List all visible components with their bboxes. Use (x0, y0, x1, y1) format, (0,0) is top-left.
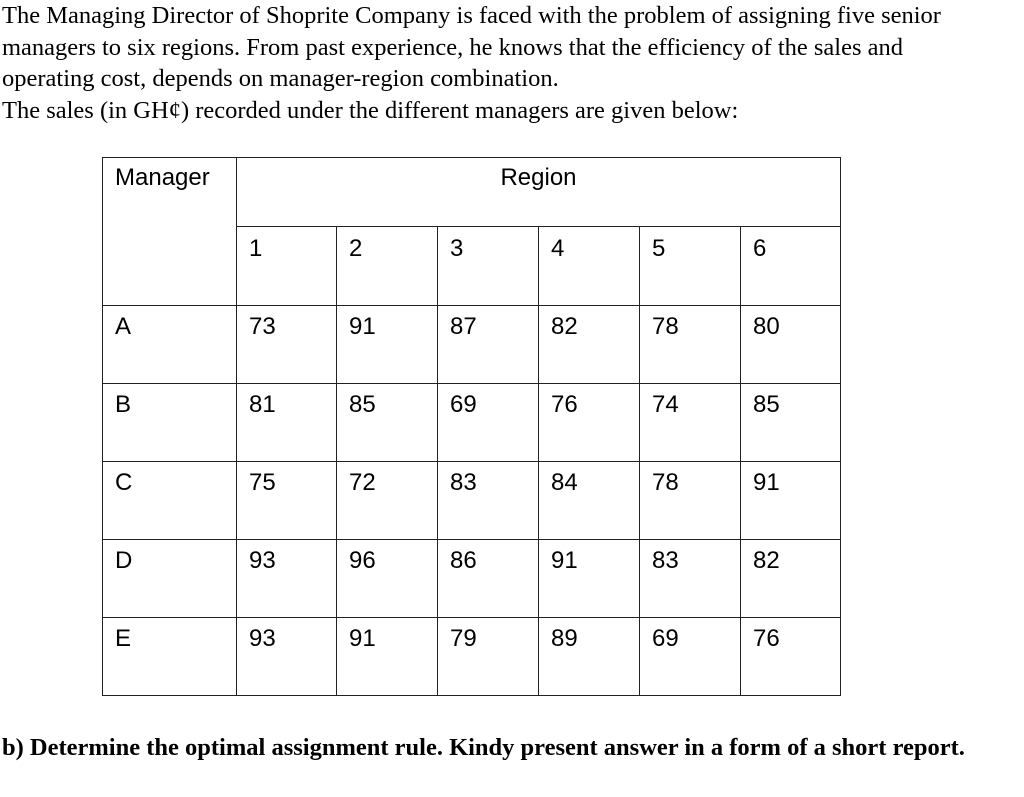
sales-cell: 79 (438, 618, 539, 696)
manager-label: D (103, 540, 237, 618)
region-number: 6 (741, 227, 841, 306)
sales-cell: 91 (337, 306, 438, 384)
intro-line: The Managing Director of Shoprite Company is faced with the problem of assigning five senior (2, 2, 941, 29)
sales-cell: 76 (741, 618, 841, 696)
sales-table (102, 157, 841, 696)
manager-label: C (103, 462, 237, 540)
sales-cell: 73 (237, 306, 337, 384)
region-number: 5 (640, 227, 741, 306)
sales-cell: 96 (337, 540, 438, 618)
table-header-row (103, 158, 841, 227)
region-number: 3 (438, 227, 539, 306)
table-row (103, 384, 841, 462)
sales-cell: 91 (337, 618, 438, 696)
sales-cell: 75 (237, 462, 337, 540)
table-row (103, 306, 841, 384)
sales-cell: 85 (337, 384, 438, 462)
sales-cell: 82 (539, 306, 640, 384)
manager-label: B (103, 384, 237, 462)
sales-cell: 80 (741, 306, 841, 384)
sales-cell: 78 (640, 306, 741, 384)
question-text: b) Determine the optimal assignment rule. Kindy present answer in a form of a short report. (2, 734, 965, 761)
sales-cell: 83 (640, 540, 741, 618)
sales-cell: 72 (337, 462, 438, 540)
sales-cell: 76 (539, 384, 640, 462)
intro-line: managers to six regions. From past experience, he knows that the efficiency of the sales and (2, 33, 904, 61)
sales-cell: 85 (741, 384, 841, 462)
sales-cell: 82 (741, 540, 841, 618)
manager-column-header: Manager (103, 158, 237, 227)
sales-cell: 78 (640, 462, 741, 540)
sales-cell: 69 (640, 618, 741, 696)
sales-cell: 93 (237, 618, 337, 696)
table-row (103, 618, 841, 696)
sales-cell: 84 (539, 462, 640, 540)
sales-cell: 69 (438, 384, 539, 462)
intro-line: operating cost, depends on manager-region combination. (2, 65, 559, 92)
table-row (103, 462, 841, 540)
sales-cell: 87 (438, 306, 539, 384)
region-number: 4 (539, 227, 640, 306)
region-column-header: Region (237, 158, 841, 227)
region-number: 2 (337, 227, 438, 306)
sales-cell: 89 (539, 618, 640, 696)
manager-label: A (103, 306, 237, 384)
table-row (103, 540, 841, 618)
intro-line: The sales (in GH¢) recorded under the different managers are given below: (2, 96, 739, 124)
sales-cell: 86 (438, 540, 539, 618)
sales-cell: 93 (237, 540, 337, 618)
sales-cell: 81 (237, 384, 337, 462)
region-number-row (103, 227, 841, 306)
sales-cell: 91 (539, 540, 640, 618)
problem-statement (2, 0, 1022, 126)
manager-label: E (103, 618, 237, 696)
region-number: 1 (237, 227, 337, 306)
sales-cell: 91 (741, 462, 841, 540)
sales-cell: 74 (640, 384, 741, 462)
sales-cell: 83 (438, 462, 539, 540)
empty-cell (103, 227, 237, 306)
